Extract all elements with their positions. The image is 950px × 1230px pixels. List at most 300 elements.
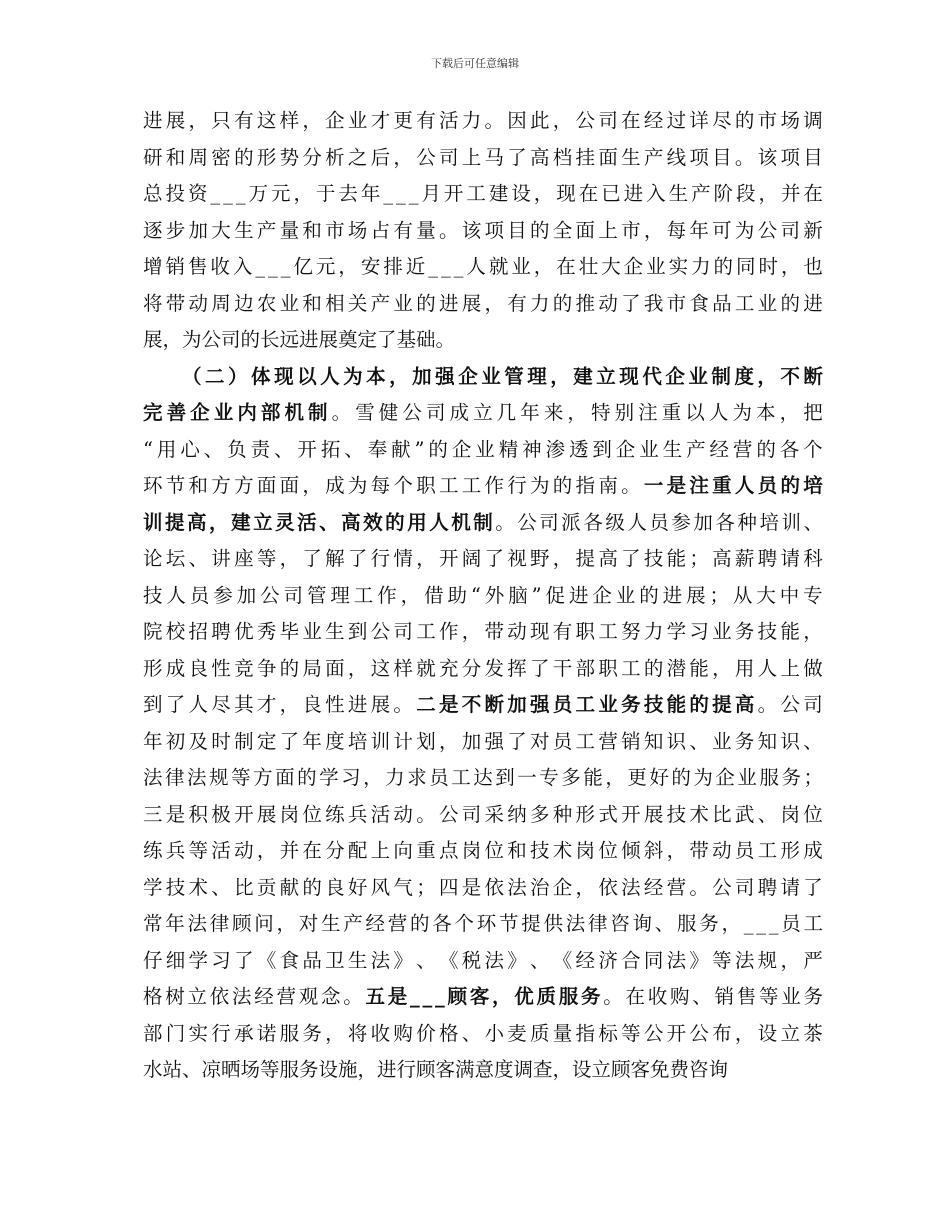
text-segment: 业 — [302, 620, 322, 643]
text-segment: 的 — [279, 656, 300, 680]
text-segment: 加 — [236, 583, 257, 607]
text-segment: 带 — [484, 620, 504, 643]
text-segment: 计 — [393, 729, 413, 753]
text-segment: 工 — [598, 620, 618, 643]
text-segment: 其 — [234, 693, 254, 716]
text-segment: 工 — [466, 182, 486, 205]
text-segment: 对 — [298, 912, 319, 935]
text-segment: 标 — [598, 1021, 618, 1045]
text-segment: 年 — [360, 182, 381, 205]
text-segment: 野 — [530, 547, 550, 570]
bold-text-segment: ） — [228, 364, 248, 388]
text-line — [143, 176, 823, 213]
text-segment: 种 — [552, 802, 573, 826]
text-segment: 了 — [530, 656, 550, 680]
text-segment: 务 — [803, 985, 823, 1008]
text-segment: 参 — [671, 510, 691, 534]
text-line — [143, 614, 823, 651]
text-segment: 《 — [552, 948, 573, 972]
text-segment: 生 — [321, 912, 341, 935]
text-segment: 院 — [143, 620, 163, 643]
bold-text-segment: 高 — [734, 693, 755, 716]
text-segment: 有 — [234, 109, 254, 132]
text-segment: 阶 — [713, 182, 734, 205]
bold-text-segment: 质 — [536, 985, 556, 1008]
text-segment: 样 — [393, 656, 413, 680]
text-segment: 用 — [734, 656, 755, 680]
text-segment: 学 — [143, 875, 163, 899]
text-segment: 法 — [565, 912, 586, 935]
text-segment: 多 — [561, 766, 581, 789]
bold-text-segment: 五 — [365, 985, 386, 1008]
bold-text-segment: _ — [410, 985, 420, 1008]
bold-text-segment: 善 — [166, 401, 187, 424]
text-segment: 、 — [757, 802, 778, 826]
text-segment: 论 — [143, 547, 163, 570]
text-segment: 立 — [780, 1021, 800, 1045]
text-segment: 顾 — [232, 912, 252, 935]
bold-text-segment: 员 — [757, 474, 778, 497]
text-segment: 市 — [757, 109, 778, 132]
bold-text-segment: 的 — [689, 693, 709, 716]
text-segment: 项 — [780, 145, 800, 169]
text-segment: 更 — [393, 109, 413, 132]
text-segment: 节 — [165, 474, 186, 497]
text-segment: 服 — [677, 912, 697, 935]
bold-text-segment: 加 — [507, 693, 527, 716]
text-segment: 工 — [575, 729, 596, 753]
text-segment: 和 — [507, 839, 527, 862]
text-segment: ， — [734, 1021, 755, 1045]
text-segment: 节 — [499, 912, 519, 935]
text-segment: 各 — [715, 510, 735, 534]
text-segment: 马 — [484, 145, 504, 169]
text-segment: 环 — [476, 912, 497, 935]
text-segment: 的 — [780, 291, 800, 315]
bold-text-segment: 为 — [343, 364, 363, 388]
text-segment: 有 — [393, 218, 413, 242]
text-segment: 级 — [605, 510, 625, 534]
bold-text-segment: 训 — [143, 510, 163, 534]
text-segment: 把 — [803, 401, 823, 424]
bold-text-segment: 企 — [665, 364, 685, 388]
text-segment: 、 — [530, 948, 550, 972]
text-segment: 公 — [757, 218, 778, 242]
text-segment: 习 — [211, 948, 231, 972]
text-segment: 的 — [756, 437, 776, 461]
text-segment: 格 — [143, 985, 163, 1008]
text-segment: _ — [223, 182, 233, 205]
text-segment: 、 — [274, 437, 294, 461]
text-segment: 技 — [757, 620, 778, 643]
text-segment: 及 — [188, 729, 209, 753]
text-segment: 展 — [256, 802, 277, 826]
bold-text-segment: 业 — [688, 364, 708, 388]
text-segment: 学 — [319, 766, 339, 789]
text-segment: 收 — [370, 1021, 391, 1045]
text-segment: 在 — [302, 839, 322, 862]
text-segment: 聘 — [757, 547, 778, 570]
text-segment: 科 — [803, 547, 823, 570]
text-segment: 员 — [429, 766, 449, 789]
text-segment: 岗 — [780, 802, 800, 826]
text-segment: 入 — [646, 182, 666, 205]
text-segment: 解 — [325, 547, 345, 570]
text-segment: 经 — [365, 912, 386, 935]
text-segment: 斜 — [643, 839, 664, 862]
text-segment: 员 — [781, 912, 801, 935]
text-segment: 法 — [187, 912, 208, 935]
bold-text-segment: 本 — [366, 364, 386, 388]
text-segment: 等 — [621, 1021, 641, 1045]
text-segment: 市 — [325, 218, 345, 242]
text-segment: 、 — [461, 1021, 482, 1045]
text-segment: 销 — [165, 255, 185, 278]
text-segment: 行 — [370, 547, 391, 570]
text-segment: 了 — [803, 875, 823, 899]
text-segment: 将 — [143, 291, 163, 315]
text-segment: 目 — [507, 218, 527, 242]
text-segment: 年 — [689, 218, 709, 242]
text-segment: 技 — [643, 547, 664, 570]
text-segment: ， — [484, 291, 504, 315]
text-segment: 重 — [416, 839, 436, 862]
text-segment: 献 — [279, 875, 300, 899]
text-segment: 气 — [393, 875, 413, 899]
text-segment: 等 — [758, 985, 779, 1008]
text-segment: 到 — [495, 766, 515, 789]
text-segment: 神 — [522, 437, 542, 461]
text-segment: ， — [293, 182, 313, 205]
bold-text-segment: （ — [182, 364, 202, 388]
text-segment: 生 — [668, 182, 689, 205]
text-segment: 同 — [736, 255, 756, 278]
text-segment: 法 — [666, 948, 687, 972]
text-segment: 潜 — [666, 656, 687, 680]
text-segment: 为 — [734, 218, 755, 242]
text-line — [143, 249, 823, 286]
text-segment: 月 — [421, 182, 441, 205]
text-segment: 位 — [302, 802, 322, 826]
text-segment: 了 — [234, 948, 254, 972]
text-segment: 种 — [737, 510, 757, 534]
text-segment: 诺 — [256, 1021, 277, 1045]
text-segment: 水站、凉晒场等服务设施，进行顾客满意度调查，设立顾客免费咨询 — [143, 1058, 729, 1081]
text-segment: 竞 — [234, 656, 254, 680]
text-line — [143, 359, 823, 396]
text-segment: 争 — [256, 656, 277, 680]
text-line — [143, 468, 823, 505]
text-segment: 的 — [643, 656, 664, 680]
bold-text-segment: _ — [422, 985, 433, 1008]
text-segment: 局 — [302, 656, 322, 680]
text-segment: _ — [255, 255, 266, 278]
text-segment: 毕 — [279, 620, 300, 643]
text-segment: 本 — [756, 401, 776, 424]
text-segment: 的 — [428, 437, 448, 461]
text-segment: _ — [383, 182, 394, 205]
text-segment: ， — [533, 182, 554, 205]
text-segment: 念 — [321, 985, 341, 1008]
text-segment: 高 — [712, 547, 732, 570]
bold-text-segment: 部 — [260, 401, 281, 424]
text-segment: 同 — [643, 948, 664, 972]
text-segment: ， — [575, 875, 596, 899]
text-segment: 活 — [211, 839, 231, 862]
text-segment: 工 — [621, 656, 641, 680]
text-segment: 划 — [416, 729, 436, 753]
text-segment: 形 — [780, 839, 800, 862]
text-segment: 努 — [621, 620, 641, 643]
text-segment: 、 — [803, 729, 823, 753]
bold-text-segment: 用 — [407, 510, 427, 534]
text-segment: 市 — [666, 291, 687, 315]
text-segment: 企 — [615, 437, 636, 461]
text-segment: 别 — [614, 401, 635, 424]
text-segment: 情 — [393, 547, 413, 570]
text-segment: 动 — [598, 291, 618, 315]
text-segment: 度 — [325, 729, 345, 753]
text-segment: 购 — [669, 985, 690, 1008]
text-segment: 来 — [543, 401, 564, 424]
text-segment: 专 — [803, 583, 823, 607]
bold-text-segment: 现 — [619, 364, 639, 388]
text-segment: 业 — [511, 255, 531, 278]
text-segment: 供 — [543, 912, 564, 935]
text-segment: 市 — [621, 218, 641, 242]
text-segment: 上 — [370, 839, 391, 862]
bold-text-segment: 效 — [363, 510, 383, 534]
text-segment: 因 — [507, 109, 527, 132]
bold-text-segment: 立 — [596, 364, 616, 388]
text-segment: 兵 — [165, 839, 186, 862]
text-segment: 部 — [575, 656, 596, 680]
text-segment: 公 — [402, 401, 422, 424]
text-segment: 、 — [803, 510, 823, 534]
text-segment: 工 — [461, 474, 482, 497]
text-segment: 术 — [689, 802, 709, 826]
text-segment: 司 — [393, 620, 413, 643]
text-segment: 的 — [671, 766, 691, 789]
text-segment: 。 — [416, 802, 436, 826]
text-segment: 心 — [180, 437, 200, 461]
text-segment: 知 — [643, 729, 664, 753]
bold-text-segment: 完 — [143, 401, 163, 424]
text-segment: 企 — [592, 583, 612, 607]
text-segment: 人 — [166, 583, 186, 607]
bold-text-segment: 培 — [803, 474, 823, 497]
text-segment: 细 — [165, 948, 186, 972]
text-segment: ， — [338, 255, 358, 278]
text-line — [143, 1052, 823, 1089]
text-segment: 职 — [575, 620, 596, 643]
text-segment: 服 — [759, 766, 779, 789]
bold-text-segment: 强 — [530, 693, 550, 716]
text-segment: 尽 — [712, 109, 732, 132]
text-segment: 公 — [260, 583, 280, 607]
text-segment: 务 — [781, 766, 801, 789]
text-segment: 位 — [484, 839, 504, 862]
text-segment: 和 — [302, 218, 322, 242]
text-segment: 。 — [343, 985, 363, 1008]
text-segment: 公 — [780, 693, 800, 716]
text-segment: 视 — [507, 547, 527, 570]
text-segment: 面 — [279, 474, 300, 497]
text-segment: 成 — [449, 401, 470, 424]
text-segment: ， — [780, 948, 800, 972]
text-segment: 段 — [736, 182, 756, 205]
text-segment: 步 — [165, 218, 186, 242]
text-segment: 就 — [416, 656, 436, 680]
text-segment: 进 — [568, 583, 589, 607]
bold-text-segment: 机 — [284, 401, 304, 424]
text-segment: 比 — [712, 802, 732, 826]
bold-text-segment: 提 — [712, 693, 732, 716]
text-segment: 生 — [325, 620, 345, 643]
text-segment: 边 — [234, 291, 254, 315]
text-segment: 学 — [666, 620, 687, 643]
text-line — [143, 687, 823, 724]
text-segment: 责 — [250, 437, 271, 461]
text-segment: 治 — [530, 875, 550, 899]
text-segment: 产 — [691, 182, 711, 205]
paragraph — [143, 359, 823, 1089]
text-segment: 元 — [270, 182, 291, 205]
text-segment: 司 — [539, 510, 559, 534]
text-segment: 的 — [639, 583, 659, 607]
bold-text-segment: 高 — [341, 510, 361, 534]
text-segment: 常 — [143, 912, 163, 935]
text-segment: 强 — [484, 729, 504, 753]
text-segment: 有 — [416, 109, 436, 132]
text-segment: 助 — [447, 583, 467, 607]
text-segment: 司 — [803, 693, 823, 716]
text-segment: _ — [743, 912, 754, 935]
text-segment: 麦 — [507, 1021, 527, 1045]
text-segment: ， — [780, 255, 801, 278]
text-segment: 法 — [232, 985, 252, 1008]
text-segment: 活 — [438, 109, 459, 132]
bold-text-segment: 断 — [484, 693, 504, 716]
text-segment: 、 — [416, 948, 436, 972]
text-segment: 销 — [714, 985, 734, 1008]
text-segment: 公 — [517, 510, 537, 534]
text-segment: 招 — [188, 620, 209, 643]
bold-text-segment: 提 — [165, 510, 185, 534]
text-segment: 到 — [592, 437, 612, 461]
text-segment: 量 — [416, 218, 436, 242]
text-segment: 生 — [662, 437, 683, 461]
bold-text-segment: 务 — [580, 985, 601, 1008]
text-segment: 职 — [416, 474, 436, 497]
text-segment: 。 — [757, 693, 778, 716]
text-line — [143, 870, 823, 907]
text-segment: 价 — [416, 1021, 436, 1045]
text-segment: 各 — [583, 510, 603, 534]
text-segment: 才 — [370, 109, 391, 132]
text-segment: 、 — [211, 875, 231, 899]
text-segment: _ — [440, 255, 451, 278]
text-segment: 开 — [443, 182, 464, 205]
bold-text-segment: _ — [434, 985, 445, 1008]
text-segment: 的 — [410, 912, 430, 935]
bold-text-segment: 度 — [734, 364, 754, 388]
bold-text-segment: 是 — [438, 693, 459, 716]
text-segment: ， — [533, 255, 554, 278]
text-segment: 律 — [588, 912, 608, 935]
bold-text-segment: 是 — [387, 985, 408, 1008]
text-segment: 业 — [639, 437, 659, 461]
text-segment: 、 — [654, 912, 675, 935]
bold-text-segment: ， — [389, 364, 409, 388]
text-segment: 入 — [232, 255, 253, 278]
text-segment: 比 — [234, 875, 254, 899]
text-segment: 营 — [598, 729, 618, 753]
bold-text-segment: 顾 — [447, 985, 467, 1008]
text-segment: 依 — [484, 875, 504, 899]
text-segment: 训 — [370, 729, 391, 753]
text-segment: 周 — [188, 145, 209, 169]
text-segment: 生 — [347, 948, 368, 972]
bold-text-segment: 活 — [297, 510, 317, 534]
text-segment: 训 — [781, 510, 801, 534]
text-segment: 务 — [734, 620, 755, 643]
bold-text-segment: 二 — [416, 693, 436, 716]
text-segment: 的 — [734, 109, 755, 132]
text-segment: 专 — [539, 766, 559, 789]
text-segment: 项 — [484, 218, 504, 242]
text-segment: ， — [416, 547, 436, 570]
text-segment: 良 — [188, 656, 209, 680]
text-segment: 工 — [416, 620, 436, 643]
text-segment: 分 — [325, 839, 345, 862]
text-segment: 目 — [803, 145, 823, 169]
text-segment: 展，为公司的长远进展奠定了基础。 — [143, 328, 456, 351]
text-segment: 总 — [143, 182, 163, 205]
text-segment: 。 — [484, 109, 504, 132]
bold-text-segment: 理 — [527, 364, 547, 388]
text-segment: ， — [605, 766, 625, 789]
text-line — [143, 943, 823, 980]
text-segment: _ — [235, 182, 246, 205]
text-segment: 务 — [302, 1021, 322, 1045]
text-segment: 各 — [432, 912, 452, 935]
text-segment: 只 — [211, 109, 231, 132]
text-segment: 脑 — [508, 583, 528, 607]
text-segment: 依 — [209, 985, 230, 1008]
bold-text-segment: 高 — [187, 510, 207, 534]
text-segment: 式 — [598, 802, 618, 826]
text-segment: ， — [400, 583, 421, 607]
text-segment: 实 — [668, 255, 689, 278]
text-segment: 去 — [338, 182, 358, 205]
text-segment: 能 — [666, 547, 687, 570]
text-segment: 年 — [143, 729, 163, 753]
text-segment: 年 — [520, 401, 540, 424]
bold-text-segment: 业 — [598, 693, 618, 716]
text-segment: 派 — [561, 510, 581, 534]
text-segment: 活 — [370, 802, 391, 826]
bold-text-segment: 服 — [558, 985, 579, 1008]
text-segment: 渗 — [545, 437, 566, 461]
text-segment: 观 — [298, 985, 319, 1008]
text-segment: 《 — [256, 948, 277, 972]
bold-text-segment: 制 — [473, 510, 493, 534]
text-segment: 加 — [188, 218, 209, 242]
text-segment: 工 — [734, 291, 755, 315]
text-segment: 立 — [187, 985, 208, 1008]
text-segment: 业 — [737, 766, 757, 789]
